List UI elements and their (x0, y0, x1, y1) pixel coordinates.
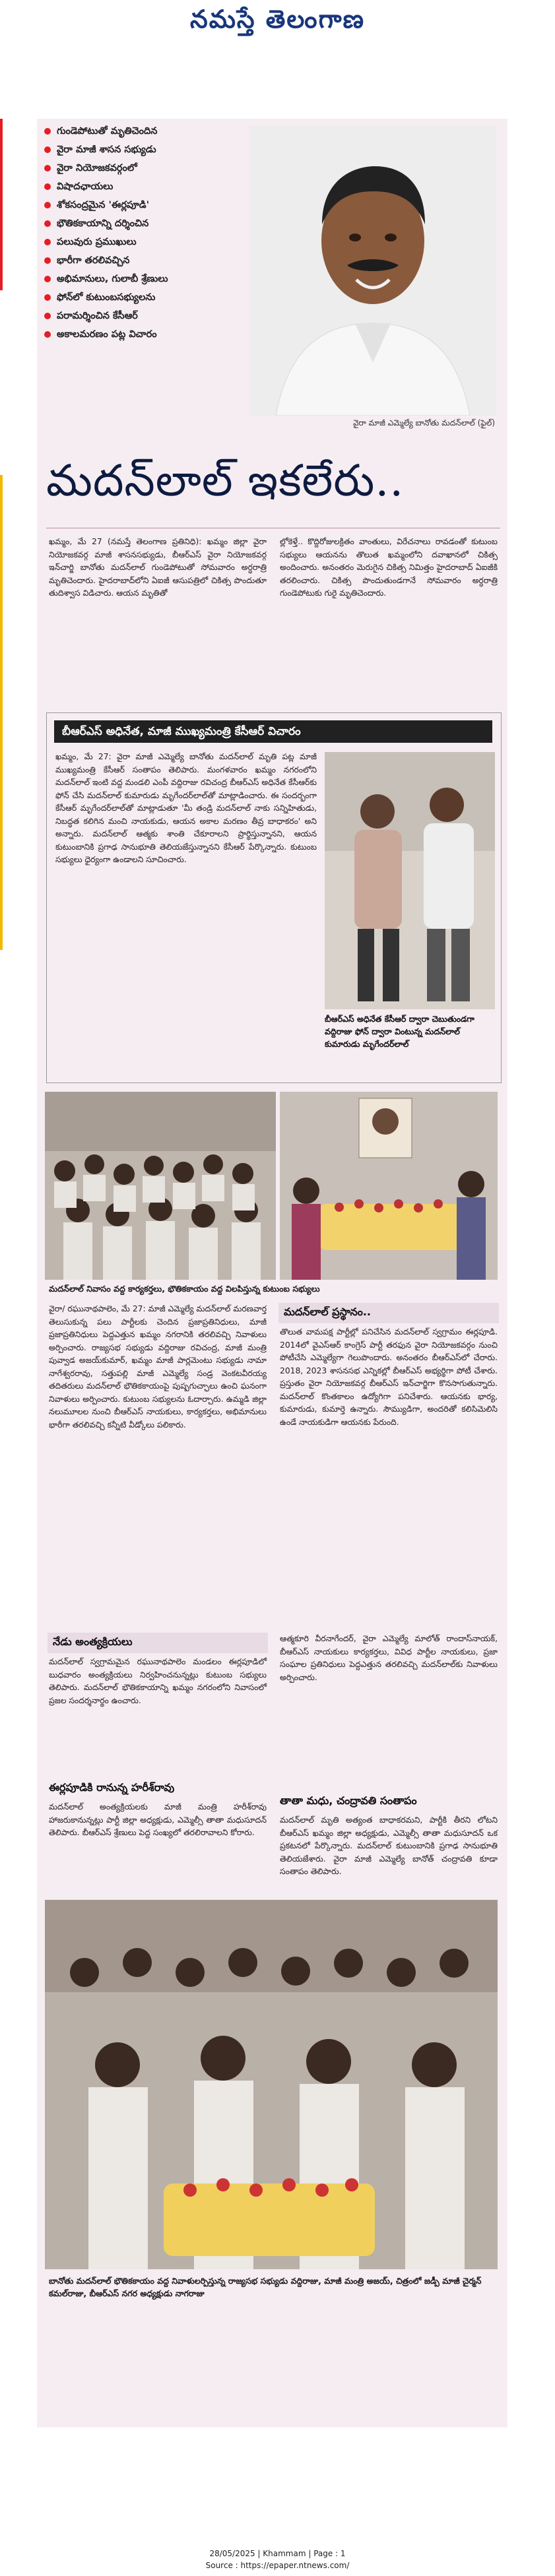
footer-edition: 28/05/2025 | Khammam | Page : 1 (209, 2549, 346, 2558)
portrait-caption: వైరా మాజీ ఎమ్మెల్యే బానోతు మదన్‌లాల్ (ఫైల్) (352, 418, 495, 427)
highlight-item: వైరా మాజీ శాసన సభ్యుడు (42, 141, 240, 158)
red-margin-bar (0, 119, 3, 290)
tribute-photo (45, 1900, 498, 2269)
highlight-item: వైరా నియోజకవర్గంలో (42, 160, 240, 177)
harish-column (49, 1801, 267, 1893)
intro-left-text: ఖమ్మం, మే 27 (నమస్తే తెలంగాణ ప్రతినిధి): ఖమ్మం జిల్లా వైరా నియోజకవర్గ మాజీ శాసనసభ్యుడు, బీఆర్ఎస్ వైరా నియోజకవర్గ ఇన్‌చార్జి బానోతు మదన్‌లాల్ గుండెపోటుతో సోమవారం అర్ధరాత్రి మృతిచెందారు. హైదరాబాద్‌లోని ఏఐజీ ఆసుపత్రిలో చికిత్స పొందుతూ తుదిశ్వాస విడిచారు. ఆయన మృతితో (49, 537, 267, 598)
highlight-item: అభిమానులు, గులాబీ శ్రేణులు (42, 270, 240, 288)
harish-text: మదన్‌లాల్ అంత్యక్రియలకు మాజీ మంత్రి హరీశ్‌రావు హాజరుకానున్నట్లు పార్టీ జిల్లా అధ్యక్షుడు, ఎమ్మెల్సీ తాతా మధుసూదన్ తెలిపారు. బీఆర్ఎస్ శ్రేణులు పెద్ద సంఖ్యలో తరలిరావాలని కోరారు. (49, 1802, 267, 1837)
headline: మదన్‌లాల్ ఇకలేరు.. (46, 455, 405, 506)
kcr-story-column (55, 751, 317, 1074)
photo-row-caption: మదన్‌లాల్ నివాసం వద్ద కార్యకర్తలు, భౌతికకాయం వద్ద విలపిస్తున్న కుటుంబ సభ్యులు (49, 1284, 320, 1294)
intro-right-text: ల్లోకెళ్తే.. కొద్దిరోజులక్రితం వాంతులు, విరేచనాలు రావడంతో కుటుంబ సభ్యులు ఆయనను తొలుత ఖమ్మంలోని దవాఖానలో చికిత్స అందించారు. అనంతరం మెరుగైన చికిత్స నిమిత్తం హైదరాబాద్ ఏఐజీకి తరలించారు. చికిత్స పొందుతుండగానే సోమవారం అర్ధరాత్రి గుండెపోటుకు గురై మృతిచెందారు. (280, 537, 498, 598)
harish-heading: ఈర్లపూడికి రానున్న హరీశ్‌రావు (49, 1781, 175, 1794)
tribute-photo-caption: బానోతు మదన్‌లాల్ భౌతికకాయం వద్ద నివాళులర్పిస్తున్న రాజ్యసభ సభ్యుడు వద్దిరాజు, మాజీ మంత్రి అజయ్, చిత్రంలో జడ్పీ మాజీ చైర్మన్ కమల్‌రాజు, బీఆర్ఎస్ నగర అధ్యక్షుడు నాగరాజు (49, 2276, 482, 2298)
highlight-item: విషాదఛాయలు (42, 178, 240, 195)
highlights-list (42, 123, 240, 446)
kcr-phone-caption: బీఆర్ఎస్ అధినేత కేసీఆర్ ద్వారా చెబుతుండగా వద్దిరాజు ఫోన్ ద్వారా వింటున్న మదన్‌లాల్ కుమారుడు మృగేందర్‌లాల్ (325, 1014, 474, 1049)
highlight-item: శోకసంద్రమైన 'ఈర్లపూడి' (42, 197, 240, 214)
portrait-illustration (249, 125, 496, 416)
mourning-photo (280, 1092, 498, 1280)
profile-text: తొలుత వామపక్ష పార్టీల్లో పనిచేసిన మదన్‌లాల్ స్వగ్రామం ఈర్లపూడి. 2014లో వైఎస్ఆర్ కాంగ్రెస్ పార్టీ తరఫున వైరా నియోజకవర్గం నుంచి పోటీచేసి ఎమ్మెల్యేగా గెలుపొందారు. అనంతరం బీఆర్ఎస్‌లో చేరారు. 2018, 2023 శాసనసభ ఎన్నికల్లో బీఆర్ఎస్ అభ్యర్థిగా పోటీ చేశారు. ప్రస్తుతం వైరా నియోజకవర్గ బీఆర్ఎస్ ఇన్‌చార్జిగా కొనసాగుతున్నారు. మదన్‌లాల్ కొంతకాలం ఉద్యోగిగా పనిచేశారు. ఆయనకు భార్య, కుమారుడు, కుమార్తె ఉన్నారు. సౌమ్యుడిగా, అందరితో కలిసిమెలిసి ఉండే నాయకుడిగా ఆయనకు పేరుంది. (280, 1327, 498, 1427)
intro-right-column (280, 536, 498, 701)
inset-photo-illustration (325, 752, 495, 1009)
leaders-column (280, 1633, 498, 1788)
masthead-title: నమస్తే తెలంగాణ (190, 4, 365, 34)
tributes-text: వైరా/ రఘునాథపాలెం, మే 27: మాజీ ఎమ్మెల్యే మదన్‌లాల్ మరణవార్త తెలుసుకున్న పలు పార్టీలకు చెందిన ప్రజాప్రతినిధులు, మాజీ ప్రజాప్రతినిధులు పెద్దఎత్తున ఖమ్మం నగరానికి తరలివచ్చి నివాళులు అర్పించారు. రాజ్యసభ సభ్యుడు వద్దిరాజు రవిచంద్ర, మాజీ మంత్రి పువ్వాడ అజయ్‌కుమార్, ఖమ్మం మాజీ పార్లమెంటు సభ్యుడు నామా నాగేశ్వరరావు, సత్తుపల్లి మాజీ ఎమ్మెల్యే సండ్ర వెంకటవీరయ్య తదితరులు మదన్‌లాల్ భౌతికకాయంపై పుష్పగుచ్ఛాలు ఉంచి ఘనంగా నివాళులు అర్పించారు. కుటుంబ సభ్యులను ఓదార్చారు. ఉమ్మడి జిల్లా నలుమూలల నుంచి బీఆర్ఎస్ నాయకులు, కార్యకర్తలు, అభిమానులు భారీగా తరలివచ్చి కన్నీటి వీడ్కోలు పలికారు. (49, 1304, 267, 1429)
tata-heading: తాతా మధు, చంద్రావతి సంతాపం (280, 1794, 417, 1807)
highlight-item: అకాలమరణం పట్ల విచారం (42, 326, 240, 343)
tribute-illustration (45, 1900, 498, 2269)
masthead (0, 0, 555, 36)
highlight-item: పరామర్శించిన కేసీఆర్ (42, 307, 240, 325)
funeral-text: మదన్‌లాల్ స్వగ్రామమైన రఘునాథపాలెం మండలం ఈర్లపూడిలో బుధవారం అంత్యక్రియలు నిర్వహించనున్నట్లు కుటుంబ సభ్యులు తెలిపారు. మదన్‌లాల్ భౌతికకాయాన్ని ఖమ్మం నగరంలోని నివాసంలో ప్రజల సందర్శనార్థం ఉంచారు. (49, 1657, 267, 1705)
yellow-margin-bar (0, 475, 3, 950)
highlight-item: గుండెపోటుతో మృతిచెందిన (42, 123, 240, 140)
kcr-phone-photo (325, 752, 495, 1009)
tributes-column (49, 1303, 267, 1593)
crowd-illustration (45, 1092, 276, 1280)
tata-column (280, 1814, 498, 1893)
kcr-story-text: ఖమ్మం, మే 27: వైరా మాజీ ఎమ్మెల్యే బానోతు మదన్‌లాల్ మృతి పట్ల మాజీ ముఖ్యమంత్రి కేసీఆర్ సంతాపం తెలిపారు. మంగళవారం ఖమ్మం నగరంలోని మదన్‌లాల్ ఇంటి వద్ద మండలి ఎంపీ వద్దిరాజు రవిచంద్ర బీఆర్ఎస్ అధినేత కేసీఆర్‌కు ఫోన్ చేసి మదన్‌లాల్ కుమారుడు మృగేందర్‌లాల్‌తో మాట్లాడించారు. ఈ సందర్భంగా కేసీఆర్ మృగేందర్‌లాల్‌తో మాట్లాడుతూ 'మీ తండ్రి మదన్‌లాల్ నాకు సన్నిహితుడు, నిబద్ధత కలిగిన మంచి నాయకుడు, ఆయన అకాల మరణం తీవ్ర బాధాకరం' అని అన్నారు. మదన్‌లాల్ ఆత్మకు శాంతి చేకూరాలని ప్రార్థిస్తున్నానని, ఆయన కుటుంబానికి ప్రగాఢ సానుభూతి తెలియజేస్తున్నానని కేసీఆర్ పేర్కొన్నారు. కుటుంబ సభ్యులు ధైర్యంగా ఉండాలని సూచించారు. (55, 752, 317, 864)
leaders-text: ఆత్మకూరి వీరనాగేందర్, వైరా ఎమ్మెల్యే మాలోత్ రాందాస్‌నాయక్, బీఆర్ఎస్ నాయకులు కార్యకర్తలు, వివిధ పార్టీల నాయకులు, ప్రజా సంఘాల ప్రతినిధులు పెద్దఎత్తున తరలివచ్చి మదన్‌లాల్‌కు నివాళులు అర్పించారు. (280, 1634, 498, 1682)
profile-column (280, 1326, 498, 1626)
highlight-item: పలువురు ప్రముఖులు (42, 234, 240, 251)
page-footer (0, 2548, 555, 2571)
highlight-item: ఫోన్‌లో కుటుంబసభ్యులను (42, 289, 240, 306)
highlight-item: భౌతికకాయాన్ని దర్శించిన (42, 215, 240, 232)
kcr-story-heading: బీఆర్ఎస్ అధినేత, మాజీ ముఖ్యమంత్రి కేసీఆర్ విచారం (54, 720, 492, 743)
footer-source: Source : https://epaper.ntnews.com/ (205, 2561, 350, 2570)
crowd-photo (45, 1092, 276, 1280)
portrait-photo (249, 125, 496, 416)
profile-heading: మదన్‌లాల్ ప్రస్థానం.. (278, 1303, 499, 1323)
tata-text: మదన్‌లాల్ మృతి అత్యంత బాధాకరమని, పార్టీకి తీరని లోటని బీఆర్ఎస్ ఖమ్మం జిల్లా అధ్యక్షుడు, ఎమ్మెల్సీ తాతా మధుసూదన్ ఒక ప్రకటనలో పేర్కొన్నారు. మదన్‌లాల్ కుటుంబానికి ప్రగాఢ సానుభూతి తెలియజేశారు. వైరా మాజీ ఎమ్మెల్యే బానోత్ చంద్రావతి కూడా సంతాపం తెలిపారు. (280, 1815, 498, 1876)
funeral-heading: నేడు అంత్యక్రియలు (48, 1633, 268, 1653)
funeral-column (49, 1656, 267, 1771)
mourning-illustration (280, 1092, 498, 1280)
highlight-item: భారీగా తరలివచ్చిన (42, 252, 240, 269)
intro-left-column (49, 536, 267, 701)
